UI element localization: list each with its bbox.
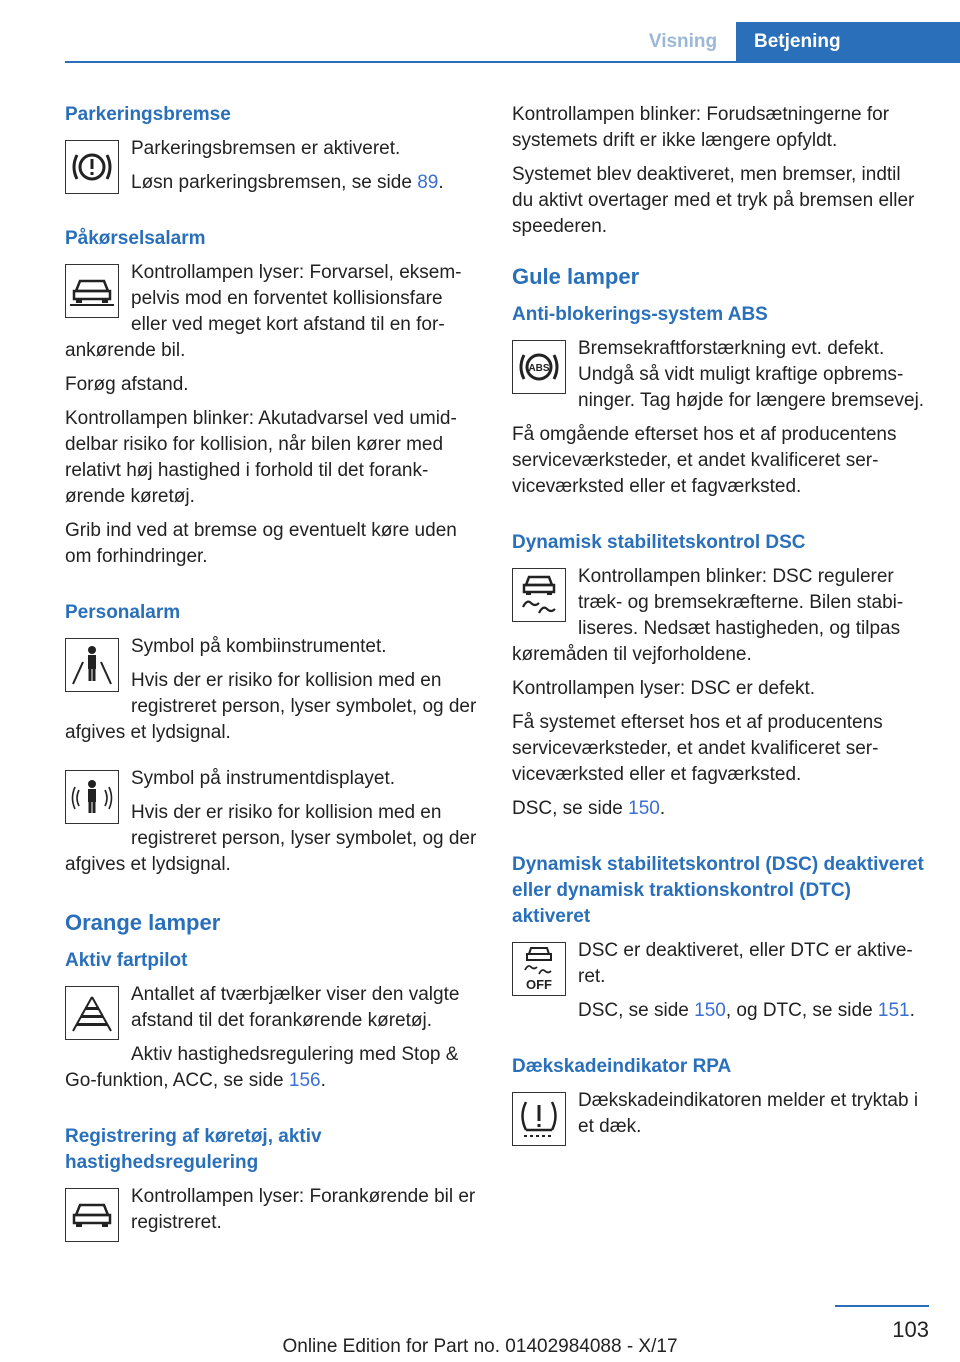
tire-pressure-warning-icon	[512, 1092, 566, 1146]
section-title-gule-lamper: Gule lamper	[512, 264, 640, 289]
page-link[interactable]: 151	[877, 1000, 910, 1021]
dsc-skid-car-icon	[512, 568, 566, 622]
text: Antallet af tværbjælker viser den valgte afstand til det forankørende køretøj.	[131, 984, 460, 1031]
page-link[interactable]: 150	[694, 1000, 726, 1021]
text: Hvis der er risiko for kollision med en registreret person, lyser symbolet, og der afgives et lydsignal.	[65, 670, 477, 743]
text: Kontrollampen lyser: DSC er defekt.	[512, 678, 816, 699]
section-title-dsc: Dynamisk stabilitetskontrol DSC	[512, 532, 806, 553]
page-link[interactable]: 89	[417, 172, 439, 193]
text: Parkeringsbremsen er aktiveret.	[131, 138, 401, 159]
active-cruise-distance-icon	[65, 986, 119, 1040]
section-title-abs: Anti-blokerings-system ABS	[512, 304, 768, 325]
section-title-aktiv-fartpilot: Aktiv fartpilot	[65, 950, 188, 971]
abs-icon	[512, 340, 566, 394]
text: Få systemet efterset hos et af producentens serviceværksteder, et andet kvalificeret serviceværksted eller et fagværksted.	[512, 712, 883, 785]
dsc-off-icon	[512, 942, 566, 996]
section-title-orange-lamper: Orange lamper	[65, 910, 221, 935]
text: Løsn parkeringsbremsen, se side 89.	[131, 172, 444, 193]
text: Bremsekraftforstærkning evt. defekt. Undgå så vidt muligt kraftige opbremsninger. Tag højde for længere bremsevej.	[578, 338, 925, 411]
text: Systemet blev deaktiveret, men bremser, indtil du aktivt overtager med et tryk på bremsen eller speederen.	[512, 164, 915, 237]
text: Dækskadeindikatoren melder et tryktab i et dæk.	[578, 1090, 919, 1137]
pedestrian-warning-icon	[65, 638, 119, 692]
text: Symbol på kombiinstrumentet.	[131, 636, 387, 657]
text: Forøg afstand.	[65, 374, 189, 395]
collision-warning-car-icon	[65, 264, 119, 318]
section-title-registrering: Registrering af køretøj, aktiv hastighedsregulering	[65, 1126, 322, 1173]
text: DSC er deaktiveret, eller DTC er aktiveret.	[578, 940, 913, 987]
text: Kontrollampen blinker: Akutadvarsel ved umiddelbar risiko for kollision, når bilen kører med relativt høj hastighed i forhold til det forankørende køretøj.	[65, 408, 457, 507]
svg-text:ABS: ABS	[528, 363, 550, 374]
header-rule	[65, 61, 960, 63]
page-link[interactable]: 156	[288, 1070, 321, 1091]
page-link[interactable]: 150	[628, 798, 660, 819]
text: Grib ind ved at bremse og eventuelt køre uden om forhindringer.	[65, 520, 457, 567]
text: Kontrollampen blinker: DSC regulerer træk- og bremsekræfterne. Bilen stabiliseres. Nedsæt hastigheden, og tilpas køremåden til vejforholdene.	[512, 566, 904, 665]
text: Symbol på instrumentdisplayet.	[131, 768, 396, 789]
text: Aktiv hastighedsregulering med Stop & Go-funktion, ACC, se side 156.	[65, 1044, 459, 1091]
vehicle-detected-car-icon	[65, 1188, 119, 1242]
right-column	[512, 102, 927, 1150]
tab-betjening[interactable]: Betjening	[736, 22, 960, 62]
text: DSC, se side 150, og DTC, se side 151.	[578, 1000, 915, 1021]
text: DSC, se side 150.	[512, 798, 666, 819]
section-title-parkeringsbremse: Parkeringsbremse	[65, 104, 231, 125]
page-number: 103	[892, 1317, 929, 1342]
text: Hvis der er risiko for kollision med en registreret person, lyser symbolet, og der afgives et lydsignal.	[65, 802, 477, 875]
section-title-dtc: Dynamisk stabilitetskontrol (DSC) deaktiveret eller dynamisk traktionskontrol (DTC) aktiveret	[512, 854, 924, 927]
left-column	[65, 102, 480, 1246]
pedestrian-sound-icon	[65, 770, 119, 824]
header-tabs	[630, 22, 960, 62]
parking-brake-icon	[65, 140, 119, 194]
tab-visning[interactable]: Visning	[648, 31, 718, 52]
svg-text:OFF: OFF	[526, 977, 552, 992]
text: Kontrollampen blinker: Forudsætningerne for systemets drift er ikke længere opfyldt.	[512, 104, 890, 151]
section-title-rpa: Dækskadeindikator RPA	[512, 1056, 732, 1077]
section-title-paakoerselsalarm: Påkørselsalarm	[65, 228, 206, 249]
edition-footer: Online Edition for Part no. 01402984088 - X/17	[282, 1336, 678, 1357]
text: Få omgående efterset hos et af producentens serviceværksteder, et andet kvalificeret serviceværksted eller et fagværksted.	[512, 424, 897, 497]
section-title-personalarm: Personalarm	[65, 602, 181, 623]
footer-rule	[835, 1305, 929, 1307]
text: Kontrollampen lyser: Forvarsel, eksempelvis mod en forventet kollisionsfare eller ved meget kort afstand til en forankørende bil.	[65, 262, 462, 361]
text: Kontrollampen lyser: Forankørende bil er registreret.	[131, 1186, 476, 1233]
